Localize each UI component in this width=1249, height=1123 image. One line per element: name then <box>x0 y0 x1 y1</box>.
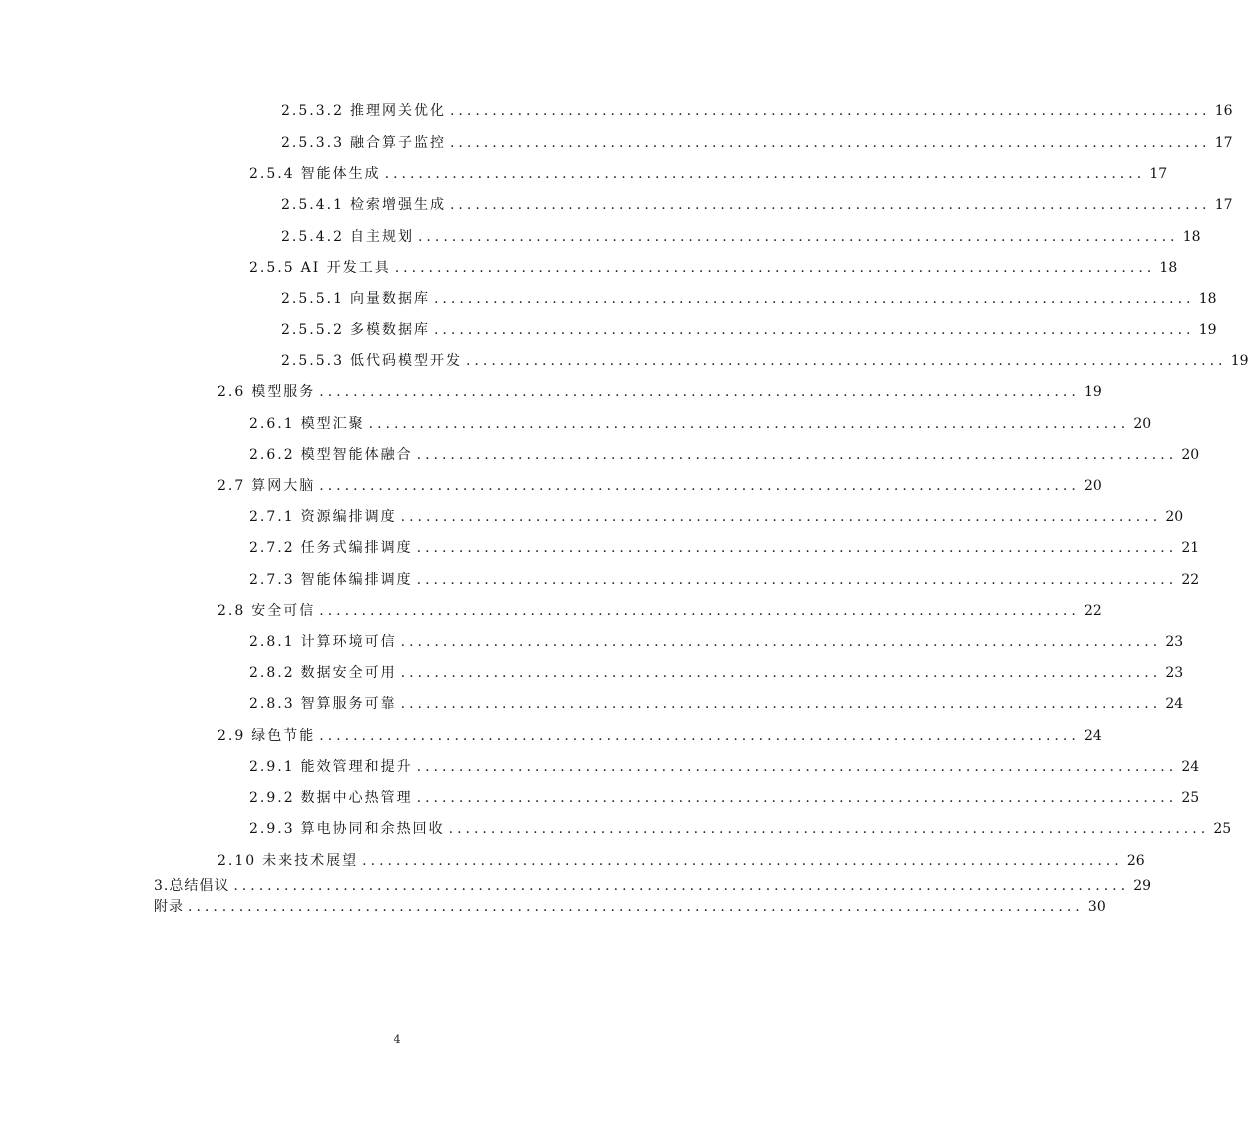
toc-entry-page: 26 <box>1126 853 1145 869</box>
toc-entry[interactable] <box>249 756 1200 778</box>
toc-leader-dots: .......................................................................................................... <box>188 899 1084 915</box>
toc-entry-page: 20 <box>1165 509 1184 525</box>
toc-entry-page: 16 <box>1214 103 1233 119</box>
toc-leader-dots: .......................................................................................... <box>384 166 1146 182</box>
toc-entry-page: 30 <box>1087 899 1106 915</box>
toc-entry[interactable] <box>281 226 1201 248</box>
toc-leader-dots: .......................................................................................... <box>449 135 1211 151</box>
toc-entry-page: 24 <box>1165 696 1184 712</box>
toc-entry[interactable] <box>249 537 1200 559</box>
toc-leader-dots: .......................................................................................... <box>319 603 1080 619</box>
toc-entry-number: 2.5.4 <box>249 166 295 182</box>
toc-leader-dots: .......................................................................................... <box>449 103 1211 119</box>
toc-entry-title: 智能体生成 <box>300 166 381 182</box>
page-number: 4 <box>393 1033 401 1046</box>
toc-leader-dots: .......................................................................................... <box>400 509 1162 525</box>
toc-entry[interactable] <box>281 319 1217 341</box>
toc-entry-page: 23 <box>1165 634 1184 650</box>
toc-leader-dots: .......................................................................................... <box>465 353 1227 369</box>
toc-entry[interactable] <box>217 725 1102 747</box>
toc-entry-page: 17 <box>1214 197 1233 213</box>
toc-leader-dots: .......................................................................................... <box>416 540 1178 556</box>
toc-leader-dots: .......................................................................................... <box>319 478 1080 494</box>
toc-entry-title: 模型智能体融合 <box>300 447 413 463</box>
toc-entry-number: 2.6 <box>217 384 246 400</box>
toc-leader-dots: .......................................................................................... <box>362 853 1123 869</box>
toc-entry-number: 2.10 <box>217 853 257 869</box>
toc-entry-number: 2.8 <box>217 603 246 619</box>
toc-leader-dots: .......................................................................................... <box>417 229 1179 245</box>
toc-entry[interactable] <box>217 600 1102 622</box>
toc-entry-title: 检索增强生成 <box>349 197 446 213</box>
toc-entry-page: 17 <box>1149 166 1168 182</box>
toc-entry-title: 智能体编排调度 <box>300 572 413 588</box>
toc-entry-title: 模型服务 <box>251 384 316 400</box>
toc-entry[interactable] <box>249 818 1232 840</box>
toc-leader-dots: .......................................................................................... <box>416 572 1178 588</box>
toc-entry[interactable] <box>281 350 1249 372</box>
toc-entry[interactable] <box>249 662 1184 684</box>
toc-leader-dots: .......................................................................................... <box>400 665 1162 681</box>
toc-leader-dots: .......................................................................................... <box>400 696 1162 712</box>
toc-entry-page: 25 <box>1181 790 1200 806</box>
toc-entry[interactable] <box>154 897 1106 917</box>
toc-entry-page: 20 <box>1181 447 1200 463</box>
toc-entry-number: 2.5.4.2 <box>281 229 344 245</box>
toc-entry-page: 25 <box>1213 821 1232 837</box>
toc-leader-dots: .......................................................................................... <box>449 197 1211 213</box>
toc-entry-number: 2.6.2 <box>249 447 295 463</box>
toc-entry[interactable] <box>217 475 1102 497</box>
toc-entry-title: 附录 <box>154 899 184 915</box>
toc-entry-title: 智算服务可靠 <box>300 696 397 712</box>
toc-entry[interactable] <box>281 132 1233 154</box>
toc-entry-title: 资源编排调度 <box>300 509 397 525</box>
toc-entry-title: 向量数据库 <box>349 291 430 307</box>
toc-entry[interactable] <box>249 163 1168 185</box>
toc-entry-number: 2.8.1 <box>249 634 295 650</box>
toc-entry-number: 2.5.5.3 <box>281 353 344 369</box>
toc-leader-dots: .......................................................................................... <box>368 416 1130 432</box>
toc-entry[interactable] <box>249 506 1184 528</box>
toc-entry-number: 2.5.3.2 <box>281 103 344 119</box>
toc-entry-title: 未来技术展望 <box>262 853 359 869</box>
toc-entry-number: 2.9.1 <box>249 759 295 775</box>
toc-leader-dots: .......................................................................................... <box>448 821 1210 837</box>
toc-leader-dots: .......................................................................................... <box>400 634 1162 650</box>
toc-entry-number: 2.5.3.3 <box>281 135 344 151</box>
toc-entry-number: 2.9.3 <box>249 821 295 837</box>
toc-entry-number: 2.5.5.2 <box>281 322 344 338</box>
toc-leader-dots: .......................................................................................... <box>433 322 1195 338</box>
toc-entry-page: 22 <box>1083 603 1102 619</box>
toc-entry-page: 24 <box>1083 728 1102 744</box>
toc-entry-title: 多模数据库 <box>349 322 430 338</box>
toc-leader-dots: .......................................................................................... <box>394 260 1156 276</box>
toc-entry[interactable] <box>154 876 1152 896</box>
toc-entry[interactable] <box>249 569 1200 591</box>
toc-entry-title: 数据安全可用 <box>300 665 397 681</box>
toc-entry-title: 计算环境可信 <box>300 634 397 650</box>
toc-entry-number: 2.9 <box>217 728 246 744</box>
toc-leader-dots: .......................................................................................................... <box>233 878 1130 894</box>
toc-entry-page: 18 <box>1182 229 1201 245</box>
toc-entry[interactable] <box>281 194 1233 216</box>
toc-entry-page: 20 <box>1083 478 1102 494</box>
toc-entry-page: 17 <box>1214 135 1233 151</box>
toc-entry-title: 算电协同和余热回收 <box>300 821 445 837</box>
toc-entry-title: 任务式编排调度 <box>300 540 413 556</box>
toc-entry-page: 18 <box>1159 260 1178 276</box>
toc-entry-page: 23 <box>1165 665 1184 681</box>
toc-entry-number: 2.5.5 <box>249 260 295 276</box>
toc-entry[interactable] <box>249 444 1200 466</box>
toc-entry[interactable] <box>281 100 1233 122</box>
toc-entry-title: 自主规划 <box>349 229 414 245</box>
toc-entry-title: 模型汇聚 <box>300 416 365 432</box>
toc-entry-number: 2.6.1 <box>249 416 295 432</box>
toc-entry[interactable] <box>249 413 1152 435</box>
toc-entry-number: 2.7.3 <box>249 572 295 588</box>
toc-entry-page: 20 <box>1133 416 1152 432</box>
toc-leader-dots: .......................................................................................... <box>319 728 1080 744</box>
toc-entry[interactable] <box>217 850 1145 872</box>
toc-entry-title: 安全可信 <box>251 603 316 619</box>
toc-entry-page: 18 <box>1198 291 1217 307</box>
toc-entry-title: 绿色节能 <box>251 728 316 744</box>
toc-entry-number: 2.7.1 <box>249 509 295 525</box>
toc-entry-title: 推理网关优化 <box>349 103 446 119</box>
toc-entry-number: 3. <box>154 878 170 894</box>
toc-entry-title: 融合算子监控 <box>349 135 446 151</box>
toc-leader-dots: .......................................................................................... <box>319 384 1080 400</box>
toc-entry-title: AI 开发工具 <box>300 260 391 276</box>
toc-entry-title: 数据中心热管理 <box>300 790 413 806</box>
toc-entry-page: 21 <box>1181 540 1200 556</box>
toc-entry[interactable] <box>249 631 1184 653</box>
toc-entry[interactable] <box>249 693 1184 715</box>
toc-entry-number: 2.7 <box>217 478 246 494</box>
toc-entry-page: 19 <box>1230 353 1249 369</box>
toc-entry-page: 19 <box>1083 384 1102 400</box>
toc-entry[interactable] <box>249 257 1178 279</box>
toc-entry-page: 22 <box>1181 572 1200 588</box>
toc-entry-number: 2.5.4.1 <box>281 197 344 213</box>
toc-entry-title: 算网大脑 <box>251 478 316 494</box>
toc-entry-title: 能效管理和提升 <box>300 759 413 775</box>
toc-entry-number: 2.5.5.1 <box>281 291 344 307</box>
toc-entry[interactable] <box>249 787 1200 809</box>
toc-leader-dots: .......................................................................................... <box>433 291 1195 307</box>
toc-entry-page: 29 <box>1133 878 1152 894</box>
toc-entry-page: 19 <box>1198 322 1217 338</box>
toc-entry[interactable] <box>281 288 1217 310</box>
toc-entry-number: 2.7.2 <box>249 540 295 556</box>
toc-leader-dots: .......................................................................................... <box>416 447 1178 463</box>
toc-leader-dots: .......................................................................................... <box>416 790 1178 806</box>
toc-entry-title: 总结倡议 <box>169 878 230 894</box>
toc-entry-number: 2.8.3 <box>249 696 295 712</box>
toc-leader-dots: .......................................................................................... <box>416 759 1178 775</box>
toc-entry-number: 2.9.2 <box>249 790 295 806</box>
toc-entry[interactable] <box>217 381 1102 403</box>
toc-entry-page: 24 <box>1181 759 1200 775</box>
toc-entry-number: 2.8.2 <box>249 665 295 681</box>
toc-entry-title: 低代码模型开发 <box>349 353 462 369</box>
